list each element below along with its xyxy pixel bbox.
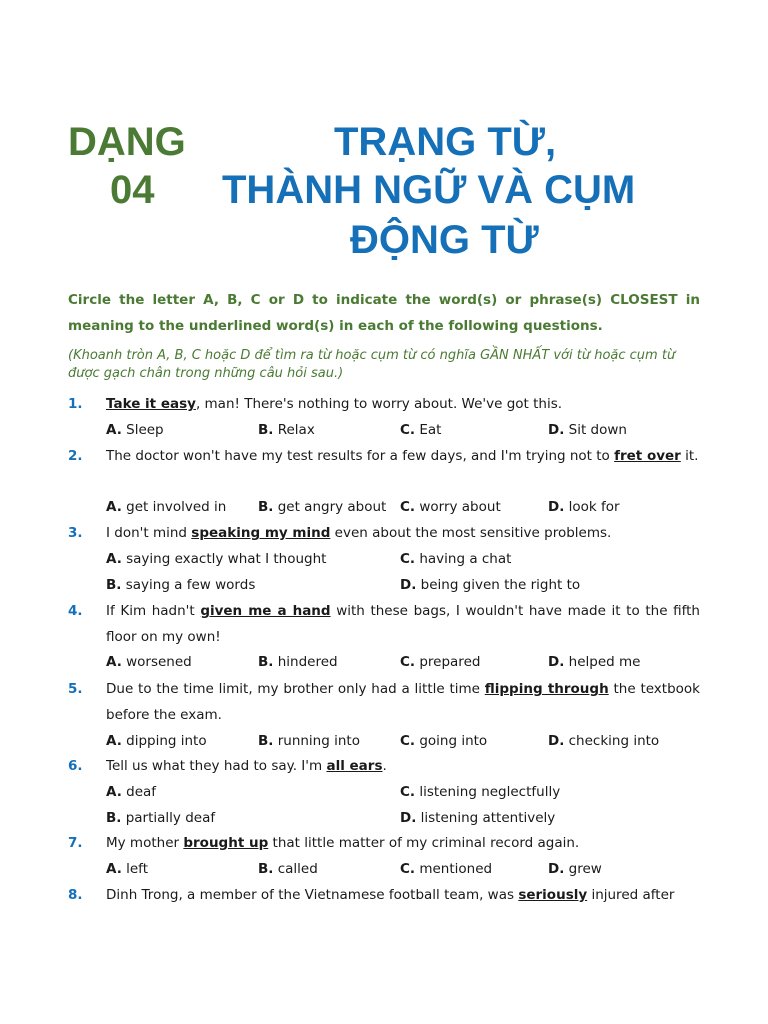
question-4 bbox=[68, 598, 700, 650]
option-b[interactable]: B. saying a few words bbox=[106, 577, 256, 593]
option-d[interactable]: D. Sit down bbox=[548, 422, 627, 438]
option-c[interactable]: C. worry about bbox=[400, 499, 501, 515]
options-row bbox=[106, 779, 706, 805]
option-d[interactable]: D. checking into bbox=[548, 733, 660, 749]
question-8 bbox=[68, 882, 700, 908]
instruction-text-vietnamese: (Khoanh tròn A, B, C hoặc D để tìm ra từ hoặc cụm từ có nghĩa GẦN NHẤT với từ hoặc cụm từ được gạch chân trong những câu hỏi sau.) bbox=[68, 348, 676, 381]
question-2 bbox=[68, 443, 700, 469]
underlined-phrase: brought up bbox=[183, 835, 269, 851]
question-6 bbox=[68, 753, 700, 779]
options-row bbox=[106, 572, 706, 598]
option-d[interactable]: D. look for bbox=[548, 499, 620, 515]
options-row bbox=[106, 728, 706, 754]
option-a[interactable]: A. saying exactly what I thought bbox=[106, 551, 327, 567]
title-line-2: THÀNH NGỮ VÀ CỤM bbox=[222, 168, 636, 212]
section-number: 04 bbox=[110, 168, 155, 212]
question-7 bbox=[68, 830, 700, 856]
underlined-phrase: flipping through bbox=[484, 681, 609, 697]
underlined-phrase: Take it easy bbox=[106, 396, 196, 412]
question-text: Take it easy, man! There's nothing to worry about. We've got this. bbox=[106, 396, 563, 412]
underlined-phrase: given me a hand bbox=[200, 603, 331, 619]
question-number: 5. bbox=[68, 681, 83, 697]
question-number: 7. bbox=[68, 835, 83, 851]
instruction-text: Circle the letter A, B, C or D to indicate the word(s) or phrase(s) CLOSEST in meaning to the underlined word(s) in each of the following questions. bbox=[68, 292, 700, 334]
underlined-phrase: fret over bbox=[614, 448, 681, 464]
option-c[interactable]: C. having a chat bbox=[400, 551, 512, 567]
question-3 bbox=[68, 520, 700, 546]
question-number: 4. bbox=[68, 603, 83, 619]
question-number: 2. bbox=[68, 448, 83, 464]
option-b[interactable]: B. partially deaf bbox=[106, 810, 216, 826]
option-b[interactable]: B. Relax bbox=[258, 422, 315, 438]
question-number: 6. bbox=[68, 758, 83, 774]
question-text: I don't mind speaking my mind even about the most sensitive problems. bbox=[106, 525, 612, 541]
option-c[interactable]: C. listening neglectfully bbox=[400, 784, 561, 800]
options-row bbox=[106, 494, 706, 520]
option-d[interactable]: D. being given the right to bbox=[400, 577, 581, 593]
title-line-3: ĐỘNG TỪ bbox=[350, 218, 539, 262]
option-b[interactable]: B. get angry about bbox=[258, 499, 387, 515]
question-number: 3. bbox=[68, 525, 83, 541]
title-line-1: TRẠNG TỪ, bbox=[334, 120, 557, 164]
option-c[interactable]: C. going into bbox=[400, 733, 488, 749]
option-a[interactable]: A. dipping into bbox=[106, 733, 207, 749]
option-b[interactable]: B. running into bbox=[258, 733, 360, 749]
question-text: Tell us what they had to say. I'm all ears. bbox=[106, 758, 387, 774]
option-a[interactable]: A. get involved in bbox=[106, 499, 227, 515]
question-text: My mother brought up that little matter of my criminal record again. bbox=[106, 835, 580, 851]
option-a[interactable]: A. deaf bbox=[106, 784, 157, 800]
option-b[interactable]: B. hindered bbox=[258, 654, 338, 670]
question-1 bbox=[68, 391, 700, 417]
question-text: Due to the time limit, my brother only had a little time flipping through the textbook before the exam. bbox=[106, 681, 700, 723]
question-text: If Kim hadn't given me a hand with these bags, I wouldn't have made it to the fifth floor on my own! bbox=[106, 603, 700, 645]
option-b[interactable]: B. called bbox=[258, 861, 318, 877]
option-a[interactable]: A. Sleep bbox=[106, 422, 164, 438]
options-row bbox=[106, 856, 706, 882]
question-text: Dinh Trong, a member of the Vietnamese football team, was seriously injured after bbox=[106, 887, 675, 903]
option-a[interactable]: A. left bbox=[106, 861, 148, 877]
options-row bbox=[106, 805, 706, 831]
underlined-phrase: speaking my mind bbox=[191, 525, 331, 541]
options-row bbox=[106, 417, 706, 443]
option-c[interactable]: C. mentioned bbox=[400, 861, 493, 877]
question-text: The doctor won't have my test results for a few days, and I'm trying not to fret over it. bbox=[106, 448, 699, 464]
options-row bbox=[106, 649, 706, 675]
section-label: DẠNG bbox=[68, 120, 186, 164]
option-d[interactable]: D. listening attentively bbox=[400, 810, 556, 826]
question-number: 8. bbox=[68, 887, 83, 903]
page-header bbox=[0, 0, 768, 280]
option-c[interactable]: C. prepared bbox=[400, 654, 481, 670]
underlined-phrase: seriously bbox=[518, 887, 588, 903]
underlined-phrase: all ears bbox=[326, 758, 383, 774]
options-row bbox=[106, 546, 706, 572]
question-number: 1. bbox=[68, 396, 83, 412]
question-5 bbox=[68, 676, 700, 728]
option-c[interactable]: C. Eat bbox=[400, 422, 442, 438]
option-a[interactable]: A. worsened bbox=[106, 654, 192, 670]
option-d[interactable]: D. grew bbox=[548, 861, 602, 877]
option-d[interactable]: D. helped me bbox=[548, 654, 641, 670]
